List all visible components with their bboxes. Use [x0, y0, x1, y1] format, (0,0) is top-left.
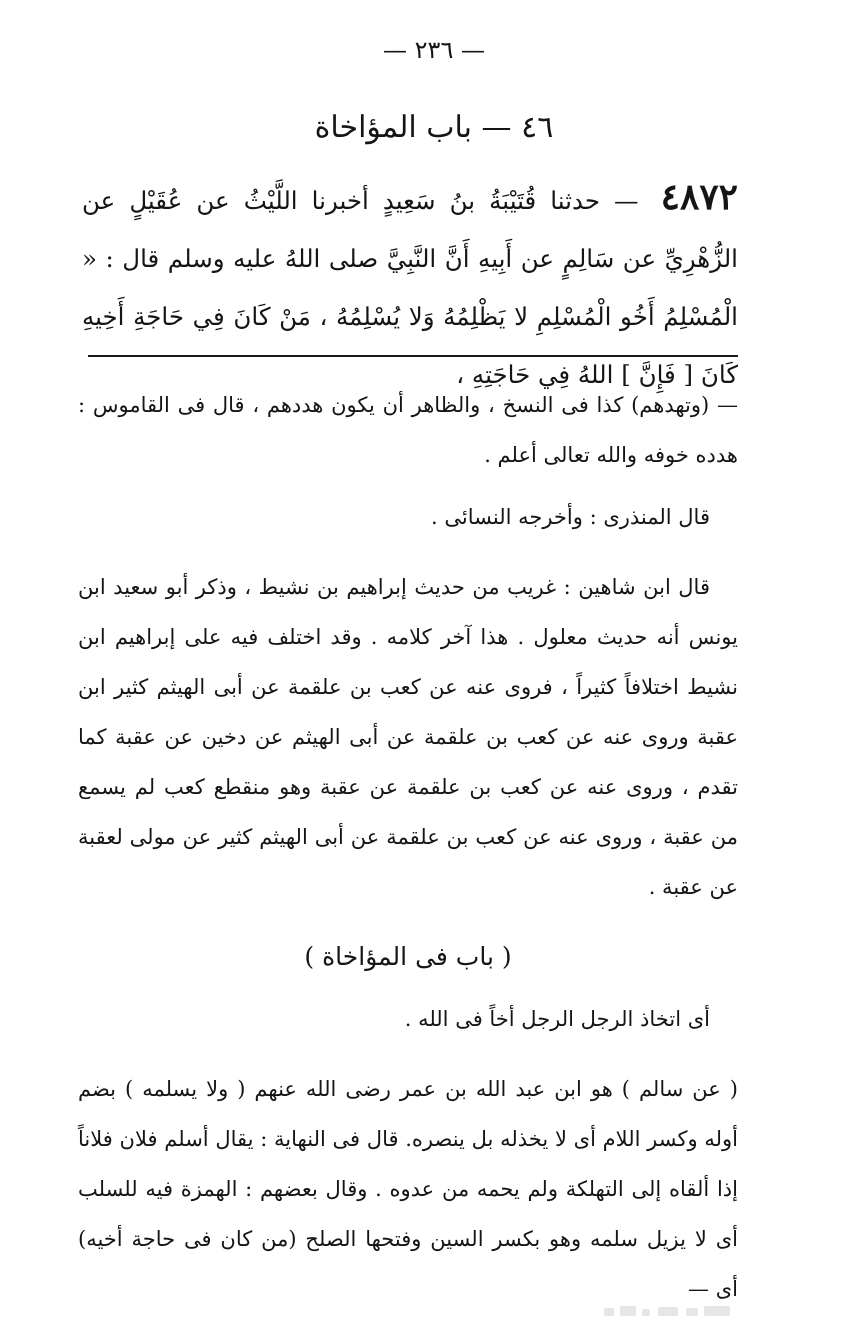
commentary-section: [78, 380, 738, 1314]
footnote-divider: [88, 355, 738, 357]
commentary-mundhiri: قال المنذرى : وأخرجه النسائى .: [431, 505, 710, 529]
commentary-ibn-shahin: قال ابن شاهين : غريب من حديث إبراهيم بن نشيط ، وذكر أبو سعيد ابن يونس أنه حديث معلول . هذا آخر كلامه . وقد اختلف فيه على إبراهيم ابن نشيط اختلافاً كثيراً ، فروى عنه عن كعب بن علقمة عن أبى الهيثم كثير ابن عقبة وروى عنه عن كعب بن علقمة عن أبى الهيثم عن دخين عن عقبة كما تقدم ، وروى عنه عن كعب بن علقمة عن عقبة وهو منقطع كعب لم يسمع من عقبة ، وروى عنه عن كعب بن علقمة عن أبى الهيثم كثير عن مولى لعقبة عن عقبة .: [78, 575, 738, 899]
commentary-definition: أى اتخاذ الرجل الرجل أخاً فى الله .: [404, 1007, 710, 1031]
commentary-sub-heading: ( باب فى المؤاخاة ): [304, 942, 512, 971]
hadith-text-block: [82, 168, 738, 404]
page-number: — ٢٣٦ —: [383, 36, 485, 64]
chapter-title: ٤٦ — باب المؤاخاة: [314, 110, 554, 145]
hadith-text: — حدثنا قُتَيْبَةُ بنُ سَعِيدٍ أخبرنا اللَّيْثُ عن عُقَيْلٍ عن الزُّهْرِيِّ عن سَالِمٍ عن أَبِيهِ أَنَّ النَّبِيَّ صلى اللهُ عليه وسلم قال : « الْمُسْلِمُ أَخُو الْمُسْلِمِ لا يَظْلِمُهُ وَلا يُسْلِمُهُ ، مَنْ كَانَ فِي حَاجَةِ أَخِيهِ كَانَ [ فَإِنَّ ] اللهُ فِي حَاجَتِهِ ،: [82, 186, 738, 389]
hadith-number: ٤٨٧٢: [660, 176, 738, 218]
commentary-explanation: ( عن سالم ) هو ابن عبد الله بن عمر رضى الله عنهم ( ولا يسلمه ) بضم أوله وكسر اللام أى لا يخذله بل ينصره. قال فى النهاية : يقال أسلم فلان فلاناً إذا ألقاه إلى التهلكة ولم يحمه من عدوه . وقال بعضهم : الهمزة فيه للسلب أى لا يزيل سلمه وهو بكسر السين وفتحها الصلح (من كان فى حاجة أخيه) أى —: [78, 1077, 738, 1301]
commentary-note: — (وتهدهم) كذا فى النسخ ، والظاهر أن يكون هددهم ، قال فى القاموس : هدده خوفه والله تعالى أعلم .: [78, 393, 738, 467]
faint-stamp-mark: [600, 1302, 740, 1322]
